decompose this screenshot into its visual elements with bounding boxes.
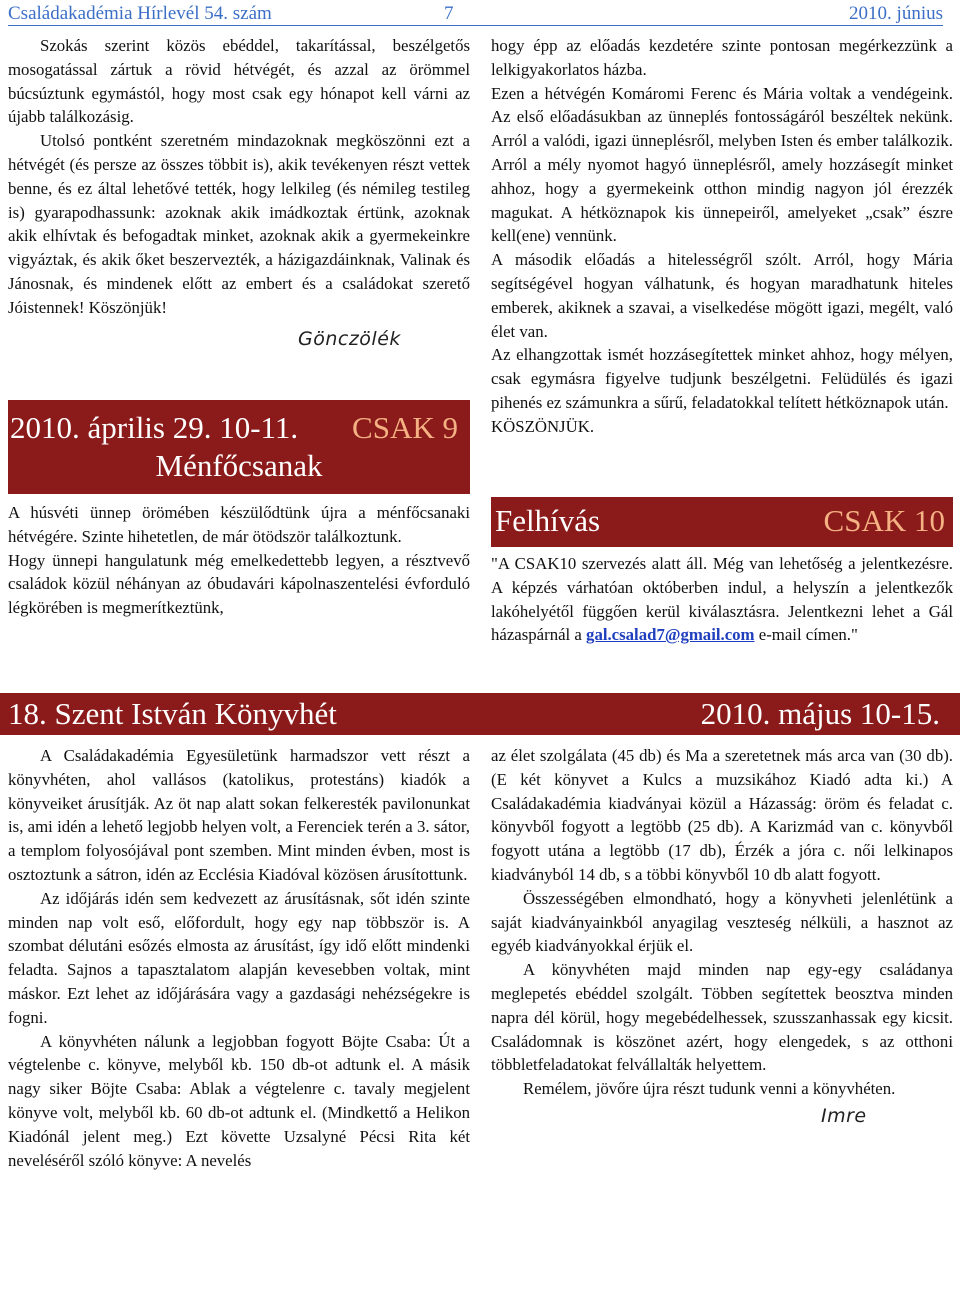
call-tag: CSAK 10 xyxy=(823,503,945,538)
paragraph: A könyvhéten majd minden nap egy-egy családanya meglepetés ebéddel szolgált. Többen segítettek beosztva minden napra dél körül, hogy megebédelhessek, szusszanhassak egy kicsit. Családomnak is köszönet azért, hogy elengedek, s az otthoni többletfeladatokat felvállalták helyettem. xyxy=(491,960,953,1075)
article-left-column xyxy=(8,34,470,351)
signature: Gönczölék xyxy=(298,327,401,350)
paragraph: Összességében elmondható, hogy a könyvheti jelenlétünk a saját kiadványainkból anyagilag veszteség nélküli, a hasznot az egyéb kiadványokkal érjük el. xyxy=(491,888,953,956)
paragraph: Az elhangzottak ismét hozzásegítettek minket ahhoz, hogy mélyen, csak egymásra figyelve tudjunk beszélgetni. Felüdülés és igazi pihenés ez számunkra a sűrű, feladatokkal telített hétköznapok után. xyxy=(491,345,953,412)
paragraph: Ezen a hétvégén Komáromi Ferenc és Mária voltak a vendégeink. Az első előadásukban az ünneplés fontosságáról beszéltek nekünk. Arról a valódi, igazi ünneplésről, melyben Isten és ember találkozik. Arról a mély nyomot hagyó ünneplésről, amely hozzásegít minket ahhoz, hogy a gyermekeink otthon mindig nagyon jól érezzék magukat. A hétköznapok kis ünnepeiről, amelyeket „csak” észre kell(ene) vennünk. xyxy=(491,83,953,246)
call-article xyxy=(491,552,953,647)
call-title: Felhívás xyxy=(495,503,601,538)
issue-date: 2010. június xyxy=(849,3,943,24)
paragraph: A Családakadémia Egyesületünk harmadszor vett részt a könyvhéten, ahol vallásos (katolikus, protestáns) kiadók a könyveiket árusítják. Az öt nap alatt sokan felkeresték pavilonunkat is, ami idén a lehető legjobb helyen volt, a Ferenciek terén a 3. sátor, a templom folyosójával pont szemben. Mint minden évben, most is osztoztunk a sátron, idén az Ecclésia Kiadóval közösen árusítottunk. xyxy=(8,746,470,884)
section-date: 2010. május 10-15. xyxy=(700,696,940,731)
paragraph: A húsvéti ünnep örömében készülődtünk újra a ménfőcsanaki hétvégére. Szinte hihetetlen, de már ötödször találkoztunk. xyxy=(8,503,470,546)
page-header xyxy=(8,2,943,26)
paragraph: Szokás szerint közös ebéddel, takarítással, beszélgetős mosogatással zártuk a rövid hétvégét, és azzal az örömmel búcsúztunk egymástól, hogy most csak egy hónapot kell várni az újabb találkozásig. xyxy=(8,36,470,127)
signature-line xyxy=(491,1105,953,1129)
paragraph: hogy épp az előadás kezdetére szinte pontosan megérkezzünk a lelkigyakorlatos házba. xyxy=(491,36,953,79)
paragraph: A második előadás a hitelességről szólt. Arról, hogy Mária segítségével hogyan válhatunk, és hogyan maradhatunk hiteles emberek, akiknek a szavai, a viselkedése mögött igazi, megélt, való élet van. xyxy=(491,250,953,341)
newsletter-title: Családakadémia Hírlevél 54. szám xyxy=(8,3,272,24)
paragraph: A könyvhéten nálunk a legjobban fogyott Böjte Csaba: Út a végtelenbe c. könyve, melyből kb. 150 db-ot adtunk el. A másik nagy siker Böjte Csaba: Ablak a végtelenre c. tavaly megjelent könyve volt, melyből kb. 60 db-ot adtunk el. (Mindkettő a Helikon Kiadónál jelent meg.) Ezt követte Uzsalyné Pécsi Rita két neveléséről szóló könyve: A nevelés xyxy=(8,1031,470,1170)
paragraph: Utolsó pontként szeretném mindazoknak megköszönni ezt a hétvégét (és persze az összes többit is), akik tevékenyen részt vettek benne, és ez által lehetővé tették, hogy lelkileg (és némileg testileg is) gyarapodhassunk: azoknak akik imádkoztak értünk, azoknak akik elhívtak és befogadtak minket, azoknak akik a gyermekeinkre vigyáztak, és akik őket beszervezték, a házigazdáinknak, Valinak és Jánosnak, és mindenek előtt az embert és a családokat szerető Jóistennek! Köszönjük! xyxy=(8,131,470,317)
call-text: "A CSAK10 szervezés alatt áll. Még van lehetőség a jelentkezésre. A képzés várhatóan októberben indul, a helyszín a jelentkezők lakóhelyétől függően kerül kiválasztásra. Jelentkezni lehet a Gál házaspárnál a xyxy=(491,554,953,645)
event-date: 2010. április 29. 10-11. xyxy=(10,410,299,445)
event-banner xyxy=(8,400,470,494)
call-banner xyxy=(491,497,953,547)
section-banner xyxy=(0,693,960,735)
paragraph: Az időjárás idén sem kedvezett az árusításnak, sőt idén szinte minden nap volt eső, előfordult, hogy egy nap többször is. A szombat délutáni esőzés elmosta az árusítást, így idő előtt mindenki feladta. Sajnos a tapasztalatom alapján kevesebben voltak, mint máskor. Ezt lehet az időjárására vagy a gazdasági nehézségekre is fogni. xyxy=(8,888,470,1027)
paragraph: az élet szolgálata (45 db) és Ma a szeretetnek más arca van (30 db). (E két könyvet a Kulcs a muzsikához Kiadó adta ki.) A Családakadémia kiadványai közül a Házasság: öröm és feladat c. könyvből fogyott a legtöbb (25 db). A Karizmád van c. könyvből fogyott utána a legtöbb (17 db), Érzék a jóra c. női lelkinapos kiadványból 14 db, s a többi könyvből 10 db alatt fogyott. xyxy=(491,746,953,884)
bookweek-right-column xyxy=(491,744,953,1129)
paragraph: KÖSZÖNJÜK. xyxy=(491,416,595,436)
event-tag: CSAK 9 xyxy=(352,410,458,445)
bookweek-left-column xyxy=(8,744,470,1172)
email-link[interactable]: gal.csalad7@gmail.com xyxy=(586,625,755,645)
paragraph: Remélem, jövőre újra részt tudunk venni a könyvhéten. xyxy=(523,1079,896,1099)
call-paragraph xyxy=(491,552,953,647)
signature-line xyxy=(8,328,470,352)
event-article xyxy=(8,501,470,620)
signature: Imre xyxy=(821,1104,867,1127)
article-right-column xyxy=(491,34,953,439)
call-suffix: e-mail címen." xyxy=(754,625,858,645)
paragraph: Hogy ünnepi hangulatunk még emelkedettebb legyen, a résztvevő családok közül néhányan az óbudavári kápolnaszentelési évforduló légkörében is megmerítkeztünk, xyxy=(8,550,470,618)
page-number: 7 xyxy=(444,3,454,24)
event-place: Ménfőcsanak xyxy=(155,448,323,483)
section-title: 18. Szent István Könyvhét xyxy=(8,696,337,731)
